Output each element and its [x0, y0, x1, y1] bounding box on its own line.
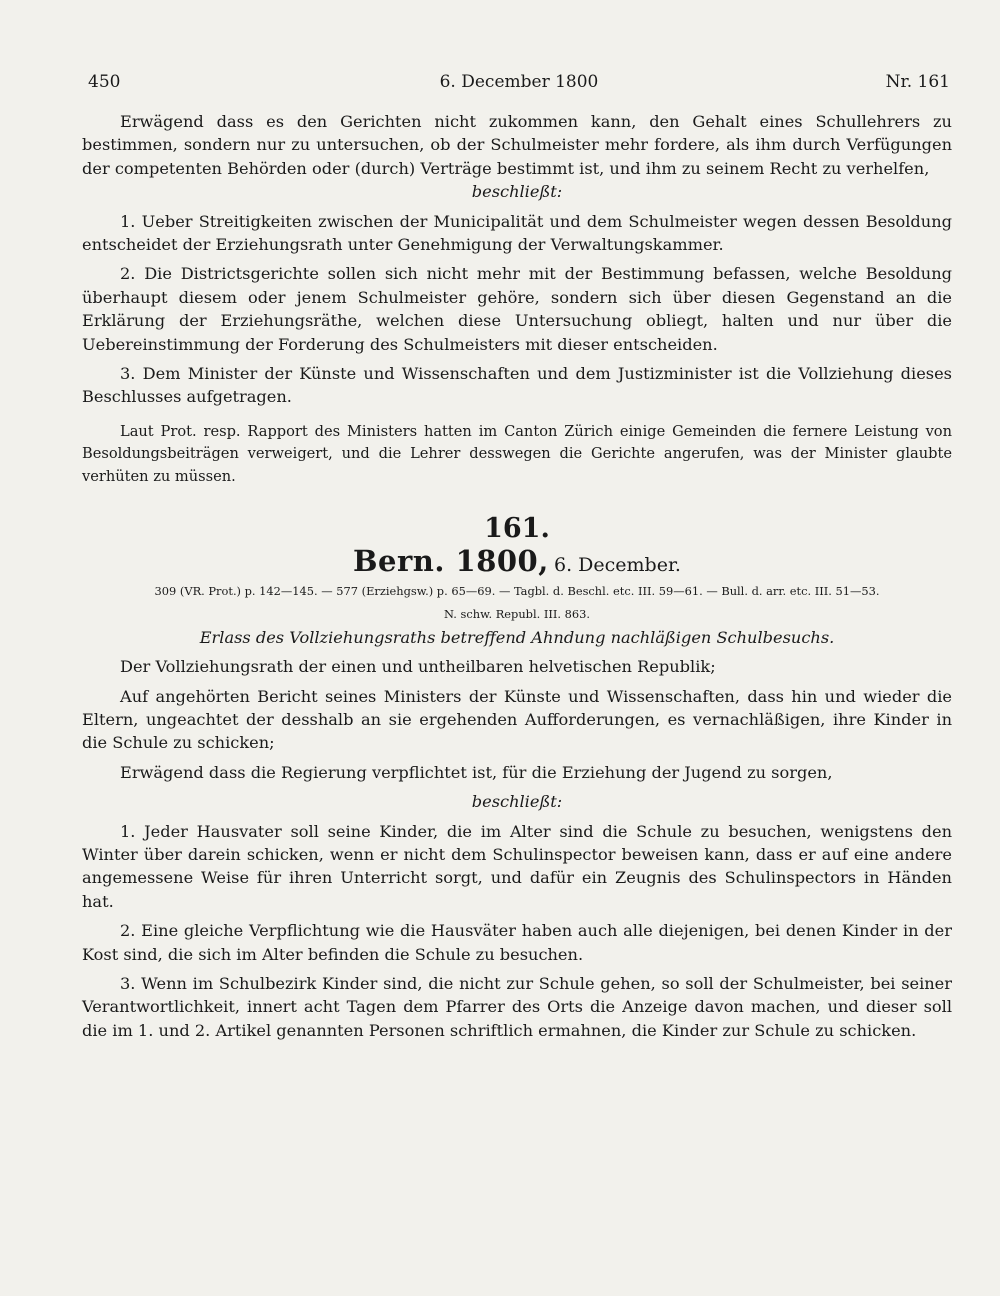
- page-body: [82, 110, 952, 1042]
- header-doc-number: Nr. 161: [885, 72, 950, 92]
- preamble-1: Der Vollziehungsrath der einen und untheilbaren helvetischen Republik;: [120, 657, 716, 677]
- beschliesst-heading-2: beschließt:: [471, 792, 563, 812]
- editorial-note: Laut Prot. resp. Rapport des Ministers hatten im Canton Zürich einige Gemeinden die fernere Leistung von Besoldungsbeiträgen verweigert, und die Lehrer desswegen die Gerichte angerufen, was der Minister glaubte verhüten zu müssen.: [82, 422, 952, 485]
- beschliesst-heading: beschließt:: [471, 182, 563, 202]
- article-2: 2. Die Districtsgerichte sollen sich nicht mehr mit der Bestimmung befassen, welche Besoldung überhaupt diesem oder jenem Schulmeister gehöre, sondern sich über diesen Gegenstand an die Erklärung der Erziehungsräthe, welchen diese Untersuchung obliegt, halten und nur über die Uebereinstimmung der Forderung des Schulmeisters mit dieser entscheiden.: [82, 264, 952, 354]
- decree-title: Erlass des Vollziehungsraths betreffend Ahndung nachläßigen Schulbesuchs.: [199, 627, 835, 647]
- decree-article-3: 3. Wenn im Schulbezirk Kinder sind, die nicht zur Schule gehen, so soll der Schulmeister, bei seiner Verantwortlichkeit, innert acht Tagen dem Pfarrer des Orts die Anzeige davon machen, und dieser soll die im 1. und 2. Artikel genannten Personen schriftlich ermahnen, die Kinder zur Schule zu schicken.: [82, 974, 952, 1040]
- sources-line-2: N. schw. Republ. III. 863.: [444, 606, 590, 621]
- decree-article-1: 1. Jeder Hausvater soll seine Kinder, die im Alter sind die Schule zu besuchen, wenigstens den Winter über darein schicken, wenn er nicht dem Schulinspector beweisen kann, dass er auf eine andere angemessene Weise für ihren Unterricht sorgt, und dafür ein Zeugnis des Schulinspectors in Händen hat.: [82, 821, 952, 911]
- place-year: Bern. 1800,: [353, 544, 549, 579]
- preamble-2: Auf angehörten Bericht seines Ministers der Künste und Wissenschaften, dass hin und wieder die Eltern, ungeachtet der desshalb an sie ergehenden Aufforderungen, es vernachläßigen, ihre Kinder in die Schule zu schicken;: [82, 686, 952, 753]
- header-date: 6. December 1800: [439, 72, 599, 92]
- page-header: [88, 72, 950, 98]
- article-3: 3. Dem Minister der Künste und Wissenschaften und dem Justizminister ist die Vollziehung dieses Beschlusses aufgetragen.: [82, 364, 952, 407]
- document-heading: [82, 544, 952, 579]
- decree-article-2: 2. Eine gleiche Verpflichtung wie die Hausväter haben auch alle diejenigen, bei denen Kinder in der Kost sind, die sich im Alter befinden die Schule zu besuchen.: [82, 921, 952, 964]
- intro-paragraph: Erwägend dass es den Gerichten nicht zukommen kann, den Gehalt eines Schullehrers zu bestimmen, sondern nur zu untersuchen, ob der Schulmeister mehr fordere, als ihm durch Verfügungen der competenten Behörden oder (durch) Verträge bestimmt ist, und ihm zu seinem Recht zu verhelfen,: [82, 112, 952, 178]
- sources-line-1: 309 (VR. Prot.) p. 142—145. — 577 (Erziehgsw.) p. 65—69. — Tagbl. d. Beschl. etc. III. 59—61. — Bull. d. arr. etc. III. 51—53.: [154, 583, 880, 598]
- document-day: 6. December.: [553, 554, 681, 577]
- article-1: 1. Ueber Streitigkeiten zwischen der Municipalität und dem Schulmeister wegen dessen Besoldung entscheidet der Erziehungsrath unter Genehmigung der Verwaltungskammer.: [82, 211, 952, 255]
- page-number: 450: [88, 72, 121, 92]
- document-number: 161.: [484, 513, 550, 545]
- preamble-3: Erwägend dass die Regierung verpflichtet ist, für die Erziehung der Jugend zu sorgen,: [120, 762, 833, 782]
